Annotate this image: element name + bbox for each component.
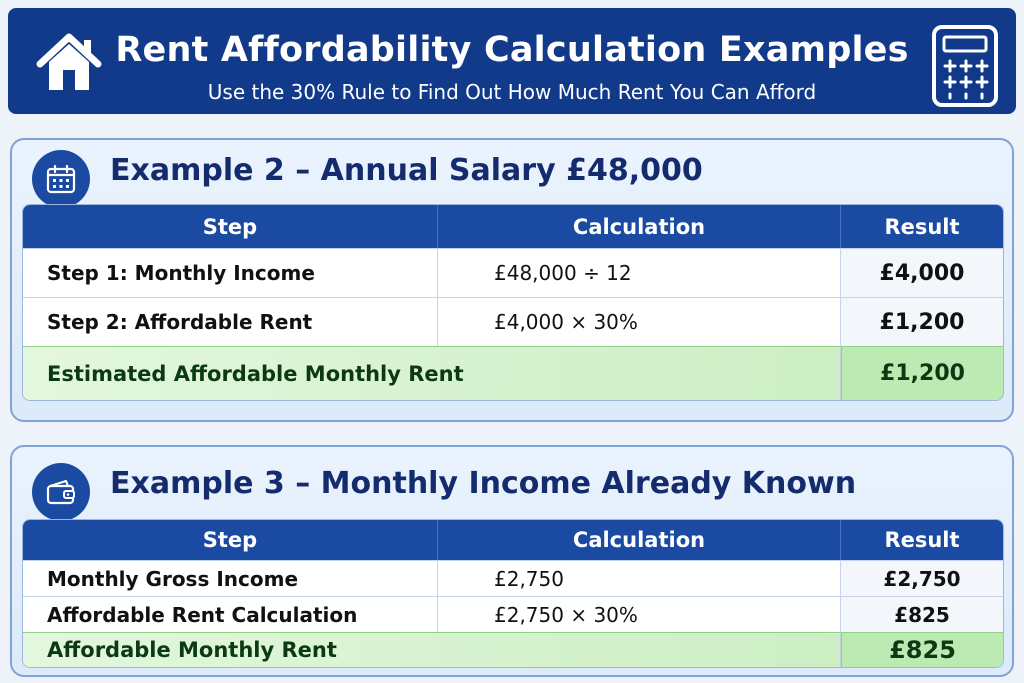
table-row [23, 297, 1003, 346]
example-2-table [22, 204, 1004, 401]
total-label: Affordable Monthly Rent [23, 632, 841, 667]
example-3-title: Example 3 – Monthly Income Already Known [110, 466, 857, 501]
result-cell: £4,000 [841, 248, 1003, 297]
step-cell: Affordable Rent Calculation [23, 596, 438, 632]
table-row [23, 596, 1003, 632]
page-title: Rent Affordability Calculation Examples [115, 30, 909, 70]
column-header-calculation: Calculation [438, 205, 841, 248]
example-2-card [10, 138, 1014, 422]
total-row [23, 346, 1003, 400]
wallet-icon [46, 477, 76, 507]
calendar-icon [46, 164, 76, 194]
example-2-title: Example 2 – Annual Salary £48,000 [110, 153, 703, 188]
table-row [23, 560, 1003, 596]
calendar-badge [32, 150, 90, 208]
table-header-row [23, 520, 1003, 560]
step-cell: Step 1: Monthly Income [23, 248, 438, 297]
example-3-card [10, 445, 1014, 677]
table-header-row [23, 205, 1003, 248]
step-cell: Step 2: Affordable Rent [23, 297, 438, 346]
column-header-result: Result [841, 520, 1003, 560]
wallet-badge [32, 463, 90, 521]
calculator-icon [930, 24, 1000, 108]
column-header-step: Step [23, 520, 438, 560]
result-cell: £1,200 [841, 297, 1003, 346]
total-result: £825 [841, 632, 1003, 667]
calculation-cell: £48,000 ÷ 12 [438, 248, 841, 297]
result-cell: £2,750 [841, 560, 1003, 596]
page-subtitle: Use the 30% Rule to Find Out How Much Rent You Can Afford [207, 80, 817, 104]
example-3-table [22, 519, 1004, 668]
total-result: £1,200 [841, 346, 1003, 400]
result-cell: £825 [841, 596, 1003, 632]
calculation-cell: £4,000 × 30% [438, 297, 841, 346]
page-header [8, 8, 1016, 114]
column-header-result: Result [841, 205, 1003, 248]
column-header-calculation: Calculation [438, 520, 841, 560]
calculation-cell: £2,750 [438, 560, 841, 596]
calculation-cell: £2,750 × 30% [438, 596, 841, 632]
table-row [23, 248, 1003, 297]
step-cell: Monthly Gross Income [23, 560, 438, 596]
total-row [23, 632, 1003, 667]
total-label: Estimated Affordable Monthly Rent [23, 346, 841, 400]
column-header-step: Step [23, 205, 438, 248]
